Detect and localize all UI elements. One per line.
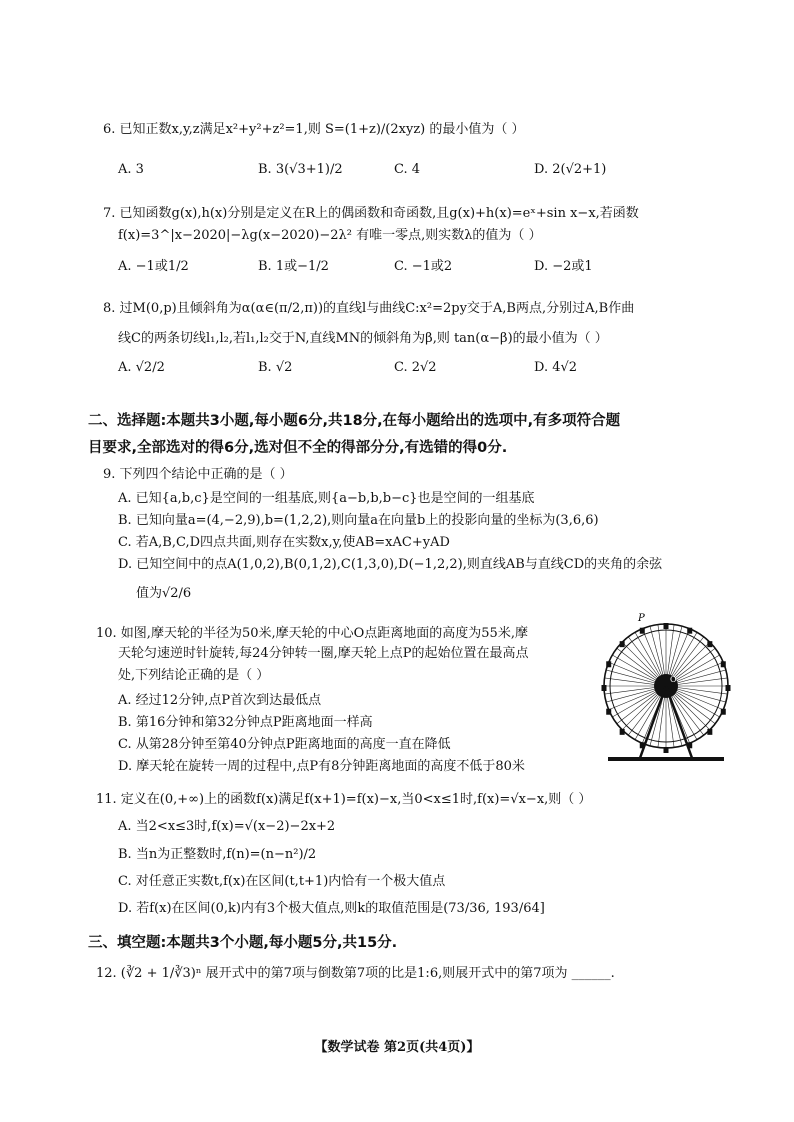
q7-option-b: B. 1或−1/2 — [258, 259, 329, 274]
ground-base — [608, 757, 724, 761]
q8-stem-line1: 8. 过M(0,p)且倾斜角为α(α∈(π/2,π))的直线l与曲线C:x²=2py交于A,B两点,分别过A,B作曲 — [103, 301, 635, 316]
wheel-cabin — [606, 661, 611, 667]
wheel-cabin — [606, 709, 611, 715]
q6-option-b: B. 3(√3+1)/2 — [258, 162, 343, 177]
q11-stem: 11. 定义在(0,+∞)上的函数f(x)满足f(x+1)=f(x)−x,当0<x≤1时,f(x)=√x−x,则（ ） — [96, 792, 592, 807]
q7-option-c: C. −1或2 — [394, 259, 453, 274]
ferris-wheel-figure — [578, 612, 754, 772]
q10-stem-line1: 10. 如图,摩天轮的半径为50米,摩天轮的中心O点距离地面的高度为55米,摩 — [96, 626, 528, 641]
wheel-cabin — [602, 685, 607, 691]
wheel-cabin — [664, 623, 669, 629]
q6-stem: 6. 已知正数x,y,z满足x²+y²+z²=1,则 S=(1+z)/(2xyz) 的最小值为（ ） — [103, 122, 525, 137]
wheel-cabin — [687, 628, 692, 634]
q7-option-d: D. −2或1 — [534, 259, 593, 274]
q8-option-a: A. √2/2 — [118, 360, 165, 375]
q8-stem-line2: 线C的两条切线l₁,l₂,若l₁,l₂交于N,直线MN的倾斜角为β,则 tan(α−β)的最小值为（ ） — [118, 331, 608, 346]
q9-stem: 9. 下列四个结论中正确的是（ ） — [103, 467, 293, 482]
wheel-cabin — [664, 747, 669, 753]
section2-line2: 目要求,全部选对的得6分,选对但不全的得部分分,有选错的得0分. — [88, 440, 508, 456]
q9-option-a: A. 已知{a,b,c}是空间的一组基底,则{a−b,b,b−c}也是空间的一组基底 — [118, 491, 535, 506]
section2-line1: 二、选择题:本题共3小题,每小题6分,共18分,在每小题给出的选项中,有多项符合题 — [88, 413, 621, 429]
q7-stem-line1: 7. 已知函数g(x),h(x)分别是定义在R上的偶函数和奇函数,且g(x)+h(x)=eˣ+sin x−x,若函数 — [103, 206, 639, 221]
wheel-cabin — [620, 729, 625, 735]
page-footer: 【数学试卷 第2页(共4页)】 — [314, 1040, 480, 1055]
q6-option-c: C. 4 — [394, 162, 421, 177]
wheel-cabin — [707, 641, 712, 647]
q8-option-c: C. 2√2 — [394, 360, 437, 375]
q8-option-b: B. √2 — [258, 360, 293, 375]
q6-option-a: A. 3 — [118, 162, 144, 177]
wheel-cabin — [620, 641, 625, 647]
wheel-cabin — [721, 709, 726, 715]
section2-heading — [88, 408, 728, 462]
point-o-label: O — [670, 675, 677, 684]
q10-option-a: A. 经过12分钟,点P首次到达最低点 — [118, 693, 322, 708]
q11-option-b: B. 当n为正整数时,f(n)=(n−n²)/2 — [118, 847, 317, 862]
q6-option-d: D. 2(√2+1) — [534, 162, 607, 177]
wheel-cabin — [707, 729, 712, 735]
q9-option-d-line2: 值为√2/6 — [136, 586, 192, 601]
q11-option-d: D. 若f(x)在区间(0,k)内有3个极大值点,则k的取值范围是(73/36, 193/64] — [118, 901, 545, 916]
q9-option-d-line1: D. 已知空间中的点A(1,0,2),B(0,1,2),C(1,3,0),D(−1,2,2),则直线AB与直线CD的夹角的余弦 — [118, 557, 663, 572]
q9-option-b: B. 已知向量a=(4,−2,9),b=(1,2,2),则向量a在向量b上的投影向量的坐标为(3,6,6) — [118, 513, 599, 528]
wheel-cabin — [640, 628, 645, 634]
q10-option-b: B. 第16分钟和第32分钟点P距离地面一样高 — [118, 715, 373, 730]
q11-option-c: C. 对任意正实数t,f(x)在区间(t,t+1)内恰有一个极大值点 — [118, 874, 446, 889]
q10-option-d: D. 摩天轮在旋转一周的过程中,点P有8分钟距离地面的高度不低于80米 — [118, 759, 525, 774]
q12-stem: 12. (∛2 + 1/∛3)ⁿ 展开式中的第7项与倒数第7项的比是1:6,则展开式中的第7项为 ______. — [96, 966, 615, 981]
q7-option-a: A. −1或1/2 — [118, 259, 189, 274]
q7-stem-line2: f(x)=3^|x−2020|−λg(x−2020)−2λ² 有唯一零点,则实数λ的值为（ ） — [118, 228, 542, 243]
wheel-cabin — [721, 661, 726, 667]
point-p-label: P — [638, 613, 645, 624]
q11-option-a: A. 当2<x≤3时,f(x)=√(x−2)−2x+2 — [118, 819, 336, 834]
q10-stem-line3: 处,下列结论正确的是（ ） — [118, 668, 270, 683]
q10-stem-line2: 天轮匀速逆时针旋转,每24分钟转一圈,摩天轮上点P的起始位置在最高点 — [118, 646, 529, 661]
q9-option-c: C. 若A,B,C,D四点共面,则存在实数x,y,使AB=xAC+yAD — [118, 535, 450, 550]
q8-option-d: D. 4√2 — [534, 360, 578, 375]
section3-heading: 三、填空题:本题共3个小题,每小题5分,共15分. — [88, 935, 398, 951]
wheel-cabin — [726, 685, 731, 691]
q10-option-c: C. 从第28分钟至第40分钟点P距离地面的高度一直在降低 — [118, 737, 451, 752]
